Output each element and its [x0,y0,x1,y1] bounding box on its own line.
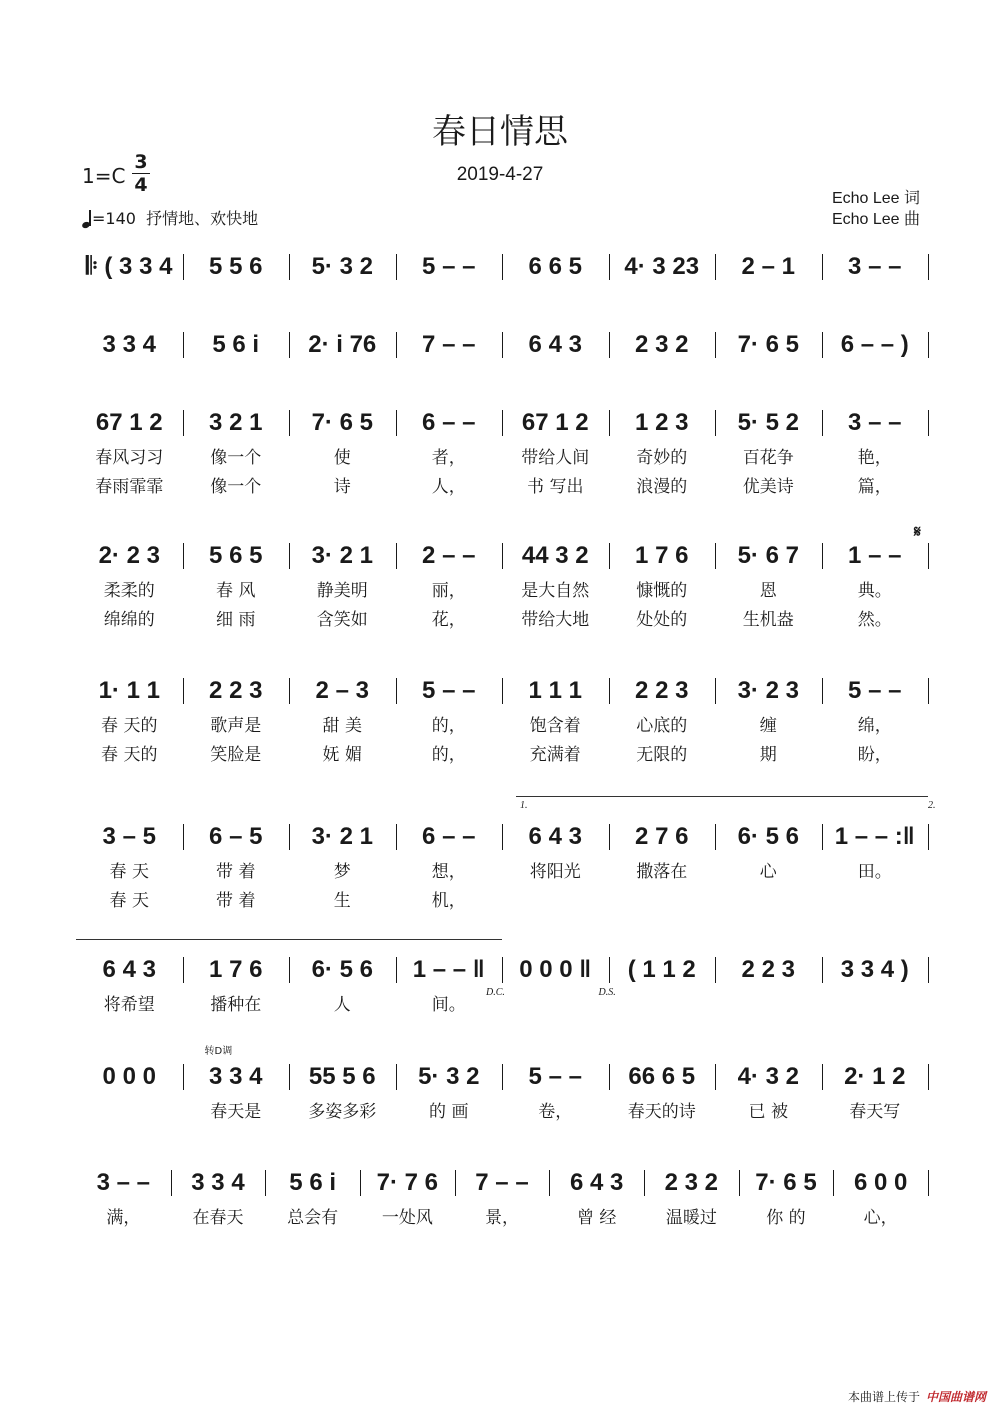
measure: 3 3 4 [191,1169,245,1196]
lyric-segment: 充满着 [529,745,581,765]
lyric-segment: 你 的 [766,1208,806,1228]
tempo-expression: 抒情地、欢快地 [146,209,259,228]
footer [848,1388,986,1405]
lyric-segment: 然。 [857,610,892,630]
measure: 3 – – [848,253,902,280]
measure: 67 1 2 [521,409,589,436]
lyric-segment: 奇妙的 [636,448,688,468]
modulation-mark: 转D调 [204,1046,233,1057]
lyric-segment: 绵绵的 [103,610,155,630]
measure: 6· 5 6 [311,956,373,983]
measure: 6 4 3 [102,956,156,983]
lyric-segment: 笑脸是 [210,745,262,765]
dc-mark: D.C. [486,987,505,998]
measure: 2 2 3 [209,677,263,704]
lyric-segment: 生 [333,891,351,911]
measure: 2· i 76 [308,331,377,358]
measure: 5· 5 2 [737,409,799,436]
lyric-segment: 百花争 [742,448,794,468]
lyric-segment: 绵， [857,716,892,736]
measure: 3· 2 3 [737,677,799,704]
score-line [76,408,928,438]
measure: 5 – – [848,677,902,704]
lyric-segment: 将希望 [103,995,155,1015]
measure: 𝄆 ( 3 3 4 [86,253,173,280]
lyric-segment: 歌声是 [210,716,262,736]
measure: 1 – – ‖ [412,956,485,983]
quarter-note-icon [82,208,92,228]
lyric-segment: 心， [863,1208,898,1228]
lyric-segment: 春 天的 [101,745,158,765]
lyric-segment: 像一个 [210,477,262,497]
measure: 3 – – [848,409,902,436]
lyric-segment: 春天是 [210,1102,262,1122]
time-signature [132,152,150,195]
measure: 1 7 6 [209,956,263,983]
tempo-value: =140 [92,209,136,228]
lyric-segment: 书 写出 [527,477,584,497]
measure: 7· 6 5 [737,331,799,358]
lyric-segment: 春 天的 [101,716,158,736]
site-logo: 中国曲谱网 [925,1390,986,1404]
lyric-segment: 优美诗 [742,477,794,497]
lyric-segment: 细 雨 [216,610,256,630]
lyric-segment: 想， [431,862,466,882]
segno-icon: 𝄋 [914,522,921,541]
score-line [76,676,928,706]
lyric-line [76,1206,928,1230]
tempo-marking [82,206,258,229]
measure: 7· 6 5 [755,1169,817,1196]
lyric-line [76,608,928,632]
measure: 5 6 i [212,331,260,358]
lyric-segment: 人 [333,995,351,1015]
lyric-segment: 多姿多彩 [308,1102,377,1122]
lyric-line [76,446,928,470]
measure: 6 4 3 [528,823,582,850]
measure: 7 – – [475,1169,529,1196]
lyric-line [76,889,928,913]
volta-2-label: 2. [928,800,936,811]
lyric-segment: 的， [431,745,466,765]
measure: 5· 6 7 [737,542,799,569]
ds-mark: D.S. [598,987,616,998]
lyric-segment: 篇， [857,477,892,497]
composer: Echo Lee 曲 [831,211,920,228]
lyric-segment: 像一个 [210,448,262,468]
measure: 3· 2 1 [311,542,373,569]
score-line [76,822,928,852]
lyric-segment: 柔柔的 [103,581,155,601]
lyric-line [76,579,928,603]
measure: 1 1 1 [528,677,582,704]
lyric-line [76,475,928,499]
lyric-segment: 盼， [857,745,892,765]
measure: 1 2 3 [635,409,689,436]
measure: 3 3 4 [209,1063,263,1090]
lyric-segment: 春 天 [109,891,149,911]
measure: 5· 3 2 [418,1063,480,1090]
lyric-segment: 心 [759,862,777,882]
measure: 2 3 2 [635,331,689,358]
barline [928,824,929,850]
measure: 5 5 6 [209,253,263,280]
barline [928,254,929,280]
measure: 3· 2 1 [311,823,373,850]
measure: 1 – – [848,542,902,569]
score-line [76,1062,928,1092]
measure: 1 7 6 [635,542,689,569]
lyric-segment: 田。 [857,862,892,882]
lyric-segment: 梦 [333,862,351,882]
lyric-segment: 心底的 [636,716,688,736]
measure: 1 – – :‖ [834,823,915,850]
lyric-segment: 将阳光 [529,862,581,882]
score-line [76,330,928,360]
measure: 6 4 3 [528,331,582,358]
lyric-segment: 一处风 [381,1208,433,1228]
measure: 3 – 5 [102,823,156,850]
measure: 6 – – ) [840,331,909,358]
lyric-segment: 撒落在 [636,862,688,882]
measure: 7· 7 6 [376,1169,439,1196]
lyric-segment: 人， [431,477,466,497]
measure: 1· 1 1 [98,677,160,704]
measure: ( 1 1 2 [627,956,696,983]
lyric-segment: 诗 [333,477,351,497]
lyric-segment: 处处的 [636,610,688,630]
measure: 44 3 2 [521,542,589,569]
lyric-segment: 是大自然 [521,581,590,601]
measure: 5 – – [528,1063,582,1090]
measure: 3 3 4 ) [840,956,909,983]
time-numerator: 3 [134,151,148,173]
lyric-segment: 在春天 [192,1208,244,1228]
lyric-line [76,714,928,738]
measure: 67 1 2 [95,409,163,436]
volta-1-label: 1. [520,800,528,811]
lyric-segment: 典。 [857,581,892,601]
measure: 6 – 5 [209,823,263,850]
barline [928,543,929,569]
lyric-segment: 无限的 [636,745,688,765]
measure: 3 3 4 [102,331,156,358]
lyric-segment: 带 着 [216,891,256,911]
measure: 4· 3 23 [624,253,700,280]
barline [928,678,929,704]
measure: 55 5 6 [308,1063,376,1090]
measure: 2· 1 2 [844,1063,906,1090]
lyric-segment: 带给人间 [521,448,590,468]
lyric-segment: 卷， [538,1102,573,1122]
lyric-segment: 景， [484,1208,519,1228]
song-title: 春日情思 [432,112,568,152]
measure: 3 2 1 [209,409,263,436]
measure: 2 – 1 [741,253,795,280]
barline [928,1170,929,1196]
measure: 2 7 6 [635,823,689,850]
song-date: 2019-4-27 [456,164,544,185]
measure: 0 0 0 [102,1063,156,1090]
lyric-segment: 饱含着 [529,716,581,736]
score-line [76,541,928,571]
measure: 6 0 0 [853,1169,908,1196]
lyric-segment: 慷慨的 [636,581,688,601]
volta-bracket-2 [76,939,502,940]
measure: 7 – – [422,331,476,358]
measure: 2 2 3 [741,956,795,983]
measure: 2· 2 3 [98,542,160,569]
lyric-segment: 春风习习 [95,448,164,468]
measure: 2 – – [422,542,476,569]
barline [928,1064,929,1090]
lyric-segment: 春雨霏霏 [95,477,164,497]
lyric-segment: 春天写 [849,1102,901,1122]
measure: 6· 5 6 [737,823,799,850]
measure: 4· 3 2 [737,1063,799,1090]
measure: 5 – – [422,253,476,280]
measure: 6 4 3 [569,1169,624,1196]
barline [928,332,929,358]
lyric-segment: 生机盎 [742,610,794,630]
lyric-segment: 已 被 [748,1102,788,1122]
lyric-segment: 机， [431,891,466,911]
key-signature: 1=C [82,164,126,188]
lyric-line [76,860,928,884]
lyric-line [76,743,928,767]
measure: 3 – – [96,1169,151,1196]
lyric-segment: 浪漫的 [636,477,688,497]
measure: 6 6 5 [528,253,582,280]
lyric-segment: 艳， [857,448,892,468]
lyric-segment: 间。 [431,995,466,1015]
lyric-segment: 带 着 [216,862,256,882]
measure: 2 – 3 [315,677,369,704]
lyric-segment: 缠 [759,716,777,736]
lyric-segment: 恩 [759,581,777,601]
lyric-segment: 静美明 [316,581,368,601]
measure: 5 6 5 [209,542,263,569]
lyric-segment: 花， [431,610,466,630]
lyric-segment: 曾 经 [576,1208,617,1228]
lyric-segment: 带给大地 [521,610,590,630]
measure: 2 3 2 [664,1169,719,1196]
lyric-segment: 满， [106,1208,141,1228]
score-line [76,252,928,282]
lyric-segment: 的， [431,716,466,736]
measure: 5 6 i [289,1169,336,1196]
measure: 5· 3 2 [311,253,373,280]
credits [832,188,920,230]
barline [928,410,929,436]
measure: 0 0 0 ‖ [519,956,592,983]
measure: 7· 6 5 [311,409,373,436]
measure: 66 6 5 [628,1063,696,1090]
footer-text: 本曲谱上传于 [847,1390,920,1404]
lyric-segment: 妩 媚 [322,745,362,765]
measure: 5 – – [422,677,476,704]
measure: 2 2 3 [635,677,689,704]
lyric-segment: 春 风 [216,581,256,601]
lyric-segment: 春 天 [109,862,149,882]
lyric-line [76,1100,928,1124]
lyric-segment: 温暖过 [665,1208,717,1228]
measure: 6 – – [422,409,476,436]
lyric-segment: 的 画 [429,1102,469,1122]
lyric-segment: 播种在 [210,995,262,1015]
measure: 6 – – [422,823,476,850]
score-line [76,955,928,985]
lyric-segment: 期 [759,745,777,765]
lyric-segment: 含笑如 [316,610,368,630]
lyric-segment: 总会有 [287,1208,339,1228]
lyric-segment: 春天的诗 [627,1102,696,1122]
lyric-segment: 甜 美 [322,716,362,736]
time-denominator: 4 [134,174,148,196]
volta-bracket [516,796,928,797]
lyricist: Echo Lee 词 [831,190,920,207]
lyric-segment: 者， [431,448,466,468]
lyric-segment: 丽， [431,581,466,601]
barline [928,957,929,983]
score-line [76,1168,928,1198]
lyric-segment: 使 [333,448,351,468]
